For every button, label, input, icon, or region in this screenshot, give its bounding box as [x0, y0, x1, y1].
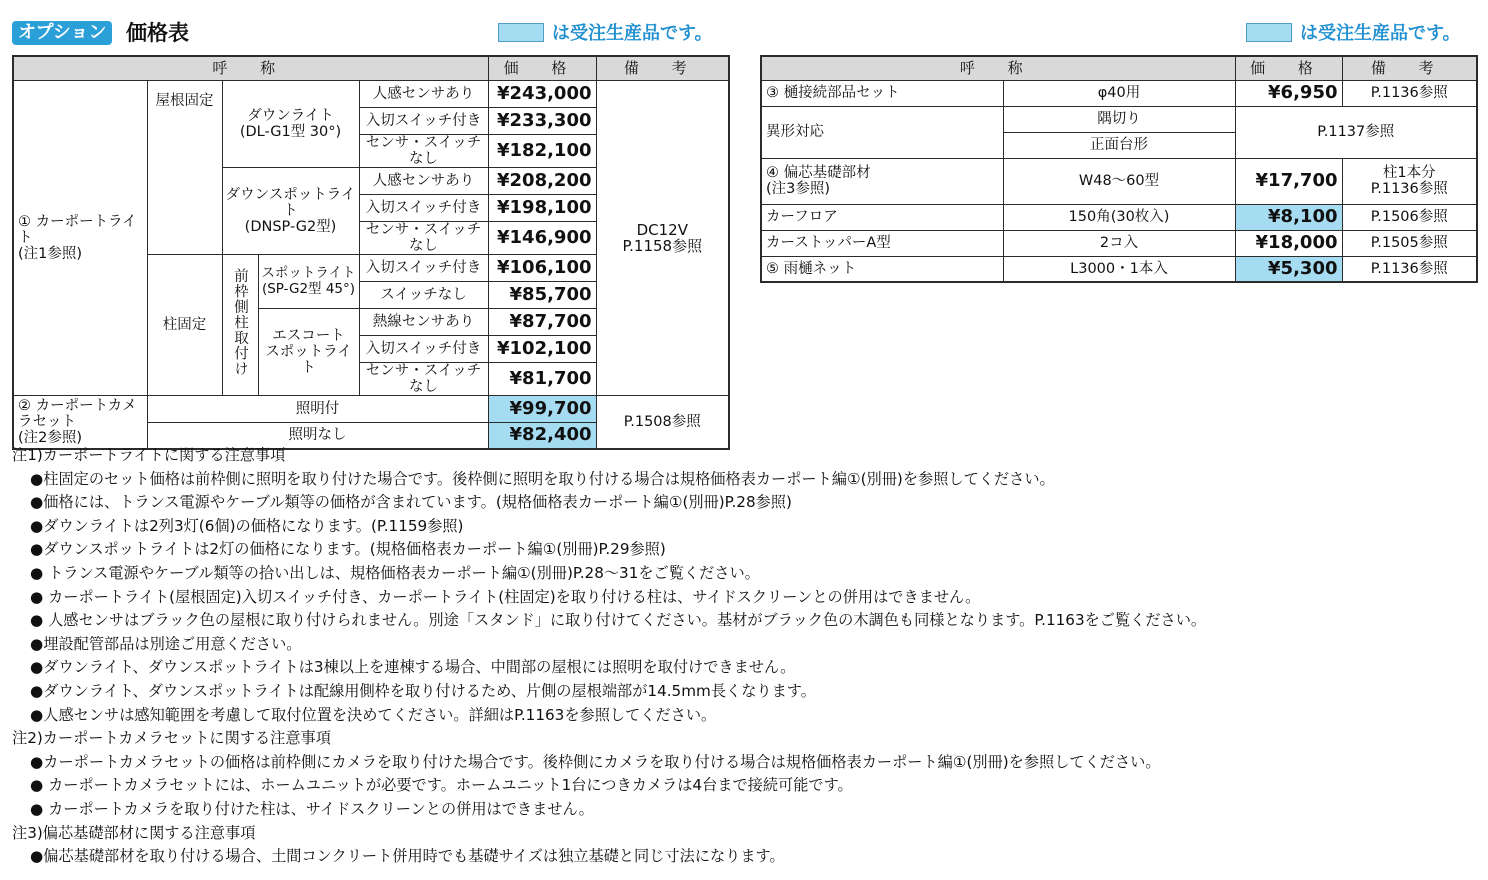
note-bullet: ● 人感センサはブラック色の屋根に取り付けられません。別途「スタンド」に取り付けてください。基材がブラック色の木調色も同様となります。P.1163をご覧ください。	[30, 611, 1207, 630]
page-title: 価格表	[126, 21, 189, 45]
item-spec: φ40用	[1003, 80, 1235, 106]
price-cell: ¥208,200	[488, 167, 596, 194]
note-bullet: ●偏芯基礎部材を取り付ける場合、土間コンクリート併用時でも基礎サイズは独立基礎と同じ寸法になります。	[30, 847, 785, 866]
variant-cell: 照明なし	[147, 422, 488, 449]
price-cell: ¥6,950	[1235, 80, 1342, 106]
col-header-name: 呼 称	[13, 56, 488, 80]
notes-section	[12, 444, 1206, 869]
front-frame-label	[222, 254, 258, 395]
note-bullet: ●埋設配管部品は別途ご用意ください。	[30, 634, 302, 653]
price-cell: ¥233,300	[488, 107, 596, 134]
item-spec: 正面台形	[1003, 132, 1235, 158]
camera-note-cell: P.1508参照	[596, 395, 729, 449]
col-header-note: 備 考	[596, 56, 729, 80]
note-bullet: ● カーポートライト(屋根固定)入切スイッチ付き、カーポートライト(柱固定)を取り付ける柱は、サイドスクリーンとの併用はできません。	[30, 587, 981, 606]
front-frame-text: 前枠側柱取付け	[232, 268, 248, 377]
variant-cell: 照明付	[147, 395, 488, 422]
item-spec: 隅切り	[1003, 106, 1235, 132]
item-name: ③ 樋接続部品セット	[761, 80, 1003, 106]
note-heading: 注3)偏芯基礎部材に関する注意事項	[12, 823, 256, 842]
legend-text: は受注生産品です。	[1300, 23, 1461, 44]
note-bullet: ●カーポートカメラセットの価格は前枠側にカメラを取り付けた場合です。後枠側にカメラを取り付ける場合は規格価格表カーポート編①(別冊)を参照してください。	[30, 752, 1161, 771]
legend-swatch	[1246, 23, 1292, 42]
carport-light-label: ① カーポートライト (注1参照)	[13, 80, 147, 395]
note-bullet: ● カーポートカメラセットには、ホームユニットが必要です。ホームユニット1台につきカメラは4台まで接続可能です。	[30, 776, 853, 795]
left-price-table	[12, 55, 730, 450]
spotlight-label: スポットライト (SP-G2型 45°)	[258, 254, 359, 308]
item-name: ⑤ 雨樋ネット	[761, 256, 1003, 282]
price-cell: ¥5,300	[1235, 256, 1342, 282]
variant-cell: 人感センサあり	[359, 80, 488, 107]
price-cell: ¥18,000	[1235, 230, 1342, 256]
item-name: ④ 偏芯基礎部材 (注3参照)	[761, 158, 1003, 204]
price-cell: ¥82,400	[488, 422, 596, 449]
col-header-note: 備 考	[1342, 56, 1477, 80]
variant-cell: 入切スイッチ付き	[359, 107, 488, 134]
item-spec: L3000・1本入	[1003, 256, 1235, 282]
escort-label: エスコート スポットライト	[258, 308, 359, 395]
legend-swatch	[498, 23, 544, 42]
note-bullet: ● カーポートカメラを取り付けた柱は、サイドスクリーンとの併用はできません。	[30, 799, 594, 818]
variant-cell: 熱線センサあり	[359, 308, 488, 335]
item-spec: 150角(30枚入)	[1003, 204, 1235, 230]
note-cell: P.1136参照	[1342, 256, 1477, 282]
item-name: カーフロア	[761, 204, 1003, 230]
price-cell: ¥87,700	[488, 308, 596, 335]
price-cell: ¥243,000	[488, 80, 596, 107]
note-bullet: ●ダウンライト、ダウンスポットライトは配線用側枠を取り付けるため、片側の屋根端部が14.5mm長くなります。	[30, 681, 816, 700]
pillar-fixed-label: 柱固定	[147, 254, 222, 395]
camera-set-label: ② カーポートカメラセット (注2参照)	[13, 395, 147, 449]
option-badge: オプション	[12, 21, 112, 45]
note-cell: P.1506参照	[1342, 204, 1477, 230]
made-to-order-legend-right	[1246, 19, 1461, 45]
price-cell: ¥81,700	[488, 362, 596, 395]
price-cell: ¥106,100	[488, 254, 596, 281]
made-to-order-legend	[498, 19, 713, 45]
price-cell: ¥8,100	[1235, 204, 1342, 230]
item-spec: 2コ入	[1003, 230, 1235, 256]
item-name: 異形対応	[761, 106, 1003, 158]
note-bullet: ●ダウンライトは2列3灯(6個)の価格になります。(P.1159参照)	[30, 516, 464, 535]
note-cell: P.1136参照	[1342, 80, 1477, 106]
item-name: カーストッパーA型	[761, 230, 1003, 256]
variant-cell: 入切スイッチ付き	[359, 194, 488, 221]
col-header-price: 価 格	[1235, 56, 1342, 80]
note-heading: 注2)カーポートカメラセットに関する注意事項	[12, 729, 331, 748]
price-cell: ¥182,100	[488, 134, 596, 167]
note-bullet: ●価格には、トランス電源やケーブル類等の価格が含まれています。(規格価格表カーポート編①(別冊)P.28参照)	[30, 493, 792, 512]
price-cell: ¥198,100	[488, 194, 596, 221]
note-bullet: ●人感センサは感知範囲を考慮して取付位置を決めてください。詳細はP.1163を参照してください。	[30, 705, 717, 724]
note-bullet: ●ダウンスポットライトは2灯の価格になります。(規格価格表カーポート編①(別冊)P.29参照)	[30, 540, 666, 559]
variant-cell: センサ・スイッチなし	[359, 134, 488, 167]
roof-fixed-label: 屋根固定	[147, 80, 222, 254]
note-cell: P.1137参照	[1235, 106, 1477, 158]
note-bullet: ●ダウンライト、ダウンスポットライトは3棟以上を連棟する場合、中間部の屋根には照明を取付けできません。	[30, 658, 796, 677]
col-header-name: 呼 称	[761, 56, 1235, 80]
variant-cell: 入切スイッチ付き	[359, 335, 488, 362]
light-note-cell: DC12V P.1158参照	[596, 80, 729, 395]
downlight-label: ダウンライト (DL-G1型 30°)	[222, 80, 359, 167]
note-bullet: ● トランス電源やケーブル類等の拾い出しは、規格価格表カーポート編①(別冊)P.28〜31をご覧ください。	[30, 563, 760, 582]
legend-text: は受注生産品です。	[552, 23, 713, 44]
variant-cell: センサ・スイッチなし	[359, 362, 488, 395]
variant-cell: センサ・スイッチなし	[359, 221, 488, 254]
price-cell: ¥146,900	[488, 221, 596, 254]
variant-cell: 人感センサあり	[359, 167, 488, 194]
variant-cell: 入切スイッチ付き	[359, 254, 488, 281]
variant-cell: スイッチなし	[359, 281, 488, 308]
note-heading: 注1)カーポートライトに関する注意事項	[12, 446, 286, 464]
price-cell: ¥99,700	[488, 395, 596, 422]
price-cell: ¥85,700	[488, 281, 596, 308]
downspot-label: ダウンスポットライト (DNSP-G2型)	[222, 167, 359, 254]
note-cell: P.1505参照	[1342, 230, 1477, 256]
note-bullet: ●柱固定のセット価格は前枠側に照明を取り付けた場合です。後枠側に照明を取り付ける場合は規格価格表カーポート編①(別冊)を参照してください。	[30, 469, 1055, 488]
note-cell: 柱1本分 P.1136参照	[1342, 158, 1477, 204]
price-cell: ¥17,700	[1235, 158, 1342, 204]
item-spec: W48〜60型	[1003, 158, 1235, 204]
col-header-price: 価 格	[488, 56, 596, 80]
price-cell: ¥102,100	[488, 335, 596, 362]
right-price-table	[760, 55, 1478, 283]
